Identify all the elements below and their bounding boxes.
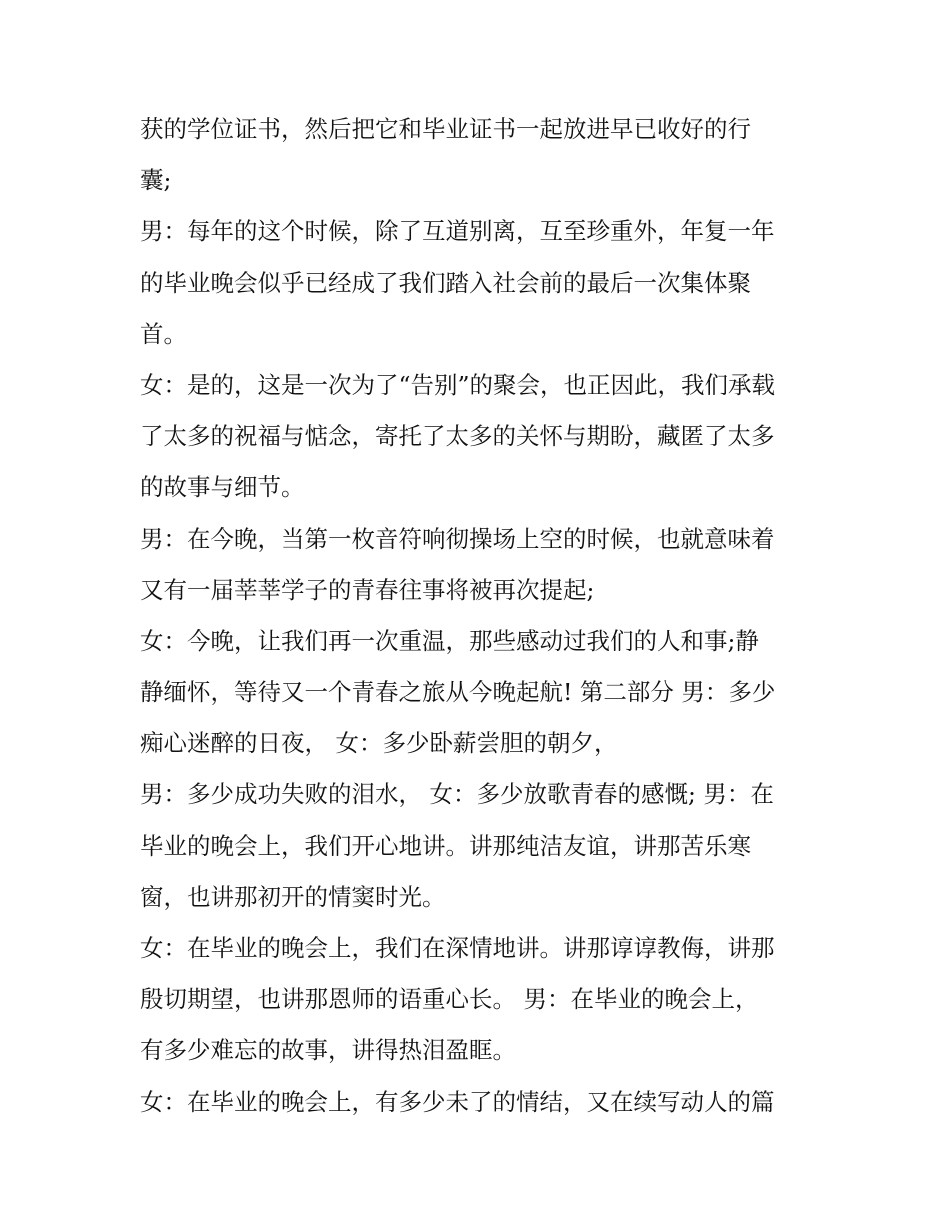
- body-text: [140, 104, 820, 1128]
- text-line: 女：今晚，让我们再一次重温，那些感动过我们的人和事;静: [140, 626, 759, 655]
- text-line: 获的学位证书，然后把它和毕业证书一起放进早已收好的行: [140, 115, 751, 143]
- text-line: 殷切期望，也讲那恩师的语重心长。 男：在毕业的晚会上，: [140, 985, 759, 1014]
- text-line: 男：多少成功失败的泪水， 女：多少放歌青春的感慨; 男：在: [140, 780, 774, 809]
- text-line: 了太多的祝福与惦念，寄托了太多的关怀与期盼，藏匿了太多: [140, 422, 775, 451]
- text-line: 毕业的晚会上，我们开心地讲。讲那纯洁友谊，讲那苦乐寒: [140, 831, 751, 860]
- text-line: 囊;: [140, 166, 172, 195]
- text-line: 女：是的，这是一次为了“告别”的聚会，也正因此，我们承载: [140, 370, 776, 399]
- text-line: 静缅怀，等待又一个青春之旅从今晚起航! 第二部分 男：多少: [140, 678, 776, 707]
- text-line: 的毕业晚会似乎已经成了我们踏入社会前的最后一次集体聚: [140, 268, 751, 297]
- text-line: 有多少难忘的故事，讲得热泪盈眶。: [140, 1036, 516, 1065]
- text-line: 男：每年的这个时候，除了互道别离，互至珍重外，年复一年: [140, 217, 775, 246]
- text-line: 女：在毕业的晚会上，我们在深情地讲。讲那谆谆教侮，讲那: [140, 934, 775, 962]
- text-line: 窗，也讲那初开的情窦时光。: [140, 882, 446, 911]
- text-line: 痴心迷醉的日夜， 女：多少卧薪尝胆的朝夕，: [140, 729, 618, 758]
- text-line: 男：在今晚，当第一枚音符响彻操场上空的时候，也就意味着: [140, 524, 775, 553]
- text-line: 女：在毕业的晚会上，有多少未了的情结，又在续写动人的篇: [140, 1087, 775, 1116]
- text-line: 又有一届莘莘学子的青春往事将被再次提起;: [140, 575, 595, 604]
- text-line: 的故事与细节。: [140, 473, 305, 502]
- text-line: 首。: [140, 319, 187, 348]
